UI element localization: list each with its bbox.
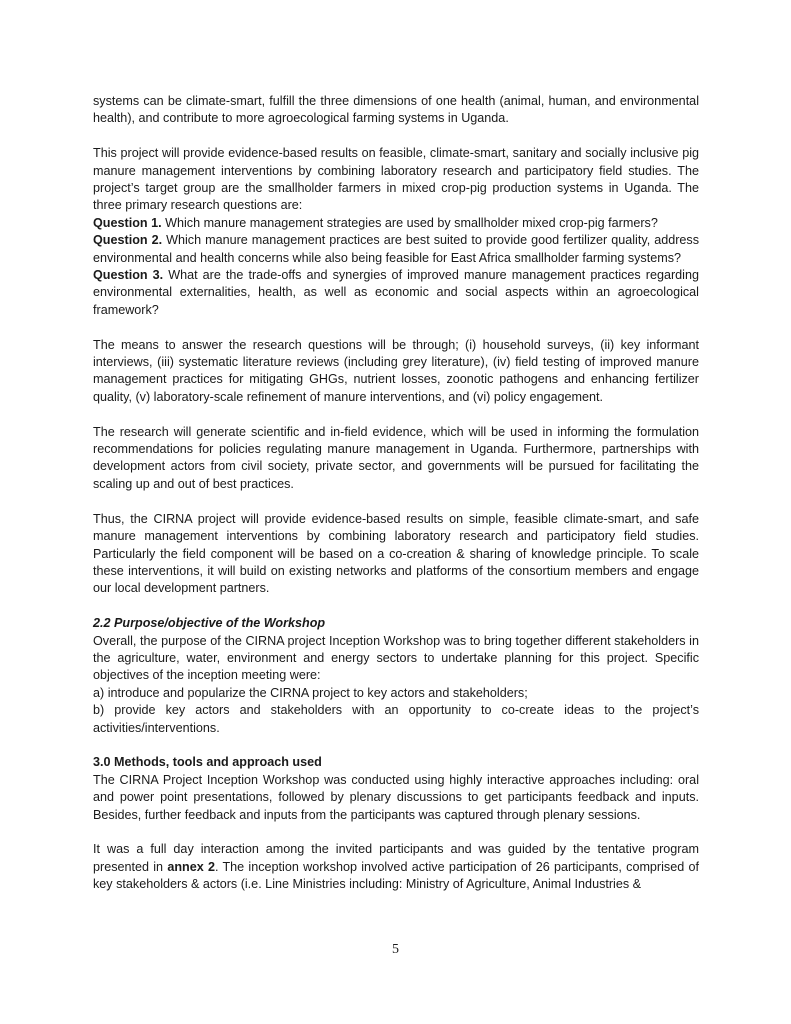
paragraph-project-overview: This project will provide evidence-based results on feasible, climate-smart, sanitary and socially inclusive pig manure management interventions by combining laboratory research and participatory field studies. The project’s target group are the smallholder farmers in mixed crop-pig production systems in Uganda. The three primary research questions are:	[93, 146, 699, 213]
paragraph-cirna-summary: Thus, the CIRNA project will provide evidence-based results on simple, feasible climate-smart, and safe manure management interventions by combining laboratory research and participatory field studies. Particularly the field component will be based on a co-creation & sharing of knowledge principle. To scale these interventions, it will build on existing networks and platforms of the consortium members and engage our local development partners.	[93, 511, 699, 596]
question-text: Which manure management practices are best suited to provide good fertilizer quality, address environmental and health concerns while also being feasible for East Africa smallholder farming systems?	[93, 233, 700, 265]
question-label: Question 3.	[93, 268, 164, 283]
paragraph-participation	[93, 841, 699, 893]
objective-item-b: b) provide key actors and stakeholders with an opportunity to co-create ideas to the project’s activities/interventions.	[93, 703, 699, 735]
document-body	[93, 93, 699, 894]
page-number: 5	[392, 942, 399, 957]
question-label: Question 1.	[93, 215, 162, 230]
annex-reference: annex 2	[167, 859, 215, 874]
objective-item-a: a) introduce and popularize the CIRNA project to key actors and stakeholders;	[93, 685, 528, 700]
question-text: Which manure management strategies are used by smallholder mixed crop-pig farmers?	[161, 215, 658, 230]
paragraph-research-means: The means to answer the research questions will be through; (i) household surveys, (ii) key informant interviews, (iii) systematic literature reviews (including grey literature), (iv) field testing of improved manure management practices for mitigating GHGs, nutrient losses, zoonotic pathogens and enhancing fertilizer quality, (v) laboratory-scale refinement of manure interventions, and (vi) policy engagement.	[93, 337, 699, 404]
section-heading-purpose: 2.2 Purpose/objective of the Workshop	[93, 616, 326, 631]
participation-text-start: It was a full day interaction among the invited participants and was guided by the tentative program presented in	[93, 842, 699, 874]
research-question-2	[93, 232, 699, 267]
paragraph-methods: The CIRNA Project Inception Workshop was conducted using highly interactive approaches including: oral and power point presentations, followed by plenary discussions to get participants feedback and inputs. Besides, further feedback and inputs from the participants was captured through plenary sessions.	[93, 772, 699, 822]
section-heading-methods: 3.0 Methods, tools and approach used	[93, 755, 322, 770]
participation-text-end: . The inception workshop involved active participation of 26 participants, comprised of key stakeholders & actors (i.e. Line Ministries including: Ministry of Agriculture, Animal Industries &	[93, 859, 699, 892]
paragraph-research-evidence: The research will generate scientific and in-field evidence, which will be used in informing the formulation recommendations for policies regulating manure management in Uganda. Furthermore, partnerships with development actors from civil society, private sector, and governments will be pursued for facilitating the scaling up and out of best practices.	[93, 424, 699, 491]
question-text: What are the trade-offs and synergies of improved manure management practices regarding environmental externalities, health, as well as economic and social aspects within an agroecological framework?	[93, 268, 699, 317]
paragraph-one-health: systems can be climate-smart, fulfill the three dimensions of one health (animal, human, and environmental health), and contribute to more agroecological farming systems in Uganda.	[93, 94, 699, 126]
paragraph-purpose-intro: Overall, the purpose of the CIRNA project Inception Workshop was to bring together different stakeholders in the agriculture, water, environment and energy sectors to undertake planning for this project. Specific objectives of the inception meeting were:	[93, 633, 699, 683]
question-label: Question 2.	[93, 233, 163, 248]
research-question-3	[93, 267, 699, 319]
research-question-1	[93, 215, 699, 232]
